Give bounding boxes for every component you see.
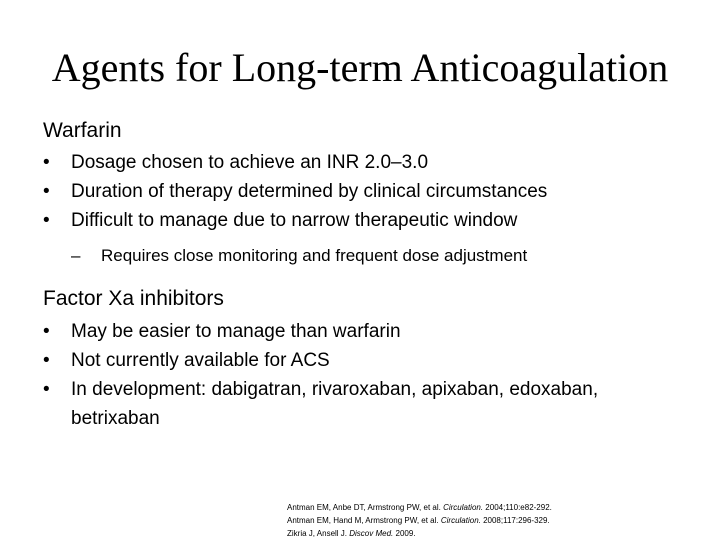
slide-title: Agents for Long-term Anticoagulation [51, 45, 669, 90]
warfarin-sub-bullet-list [71, 244, 527, 268]
bullet-text: In development: dabigatran, rivaroxaban, apixaban, edoxaban, betrixaban [71, 379, 599, 429]
bullet-text: Duration of therapy determined by clinical circumstances [71, 181, 548, 202]
list-item [43, 346, 631, 375]
sub-bullet-text: Requires close monitoring and frequent dose adjustment [101, 246, 528, 265]
list-item [43, 177, 547, 206]
bullet-dot-icon: • [43, 210, 50, 231]
bullet-dot-icon: • [43, 152, 50, 173]
reference-line [287, 501, 552, 514]
bullet-dot-icon: • [43, 321, 50, 342]
references [287, 501, 552, 540]
bullet-text: May be easier to manage than warfarin [71, 321, 401, 342]
bullet-dot-icon: • [43, 379, 50, 400]
list-item [43, 206, 547, 235]
reference-line [287, 514, 552, 527]
bullet-text: Dosage chosen to achieve an INR 2.0–3.0 [71, 152, 429, 173]
bullet-text: Not currently available for ACS [71, 350, 330, 371]
reference-authors: Zikria J, Ansell J. [287, 529, 350, 538]
reference-citation: 2008;117:296-329. [480, 516, 550, 525]
reference-citation: 2004;110:e82-292. [483, 503, 552, 512]
bullet-dot-icon: • [43, 181, 50, 202]
bullet-text: Difficult to manage due to narrow therapeutic window [71, 210, 518, 231]
list-item [43, 375, 631, 433]
section-heading-factor-xa: Factor Xa inhibitors [43, 287, 224, 310]
reference-citation: 2009. [393, 529, 416, 538]
warfarin-bullet-list [43, 148, 547, 235]
reference-line [287, 527, 552, 540]
bullet-dot-icon: • [43, 350, 50, 371]
list-item [43, 148, 547, 177]
sub-bullet-dash-icon: – [71, 246, 81, 265]
section-heading-warfarin: Warfarin [43, 119, 122, 142]
reference-journal: Circulation. [443, 503, 484, 512]
list-item [71, 244, 527, 268]
list-item [43, 317, 631, 346]
reference-journal: Discov Med. [349, 529, 394, 538]
factor-xa-bullet-list [43, 317, 631, 433]
reference-journal: Circulation. [440, 516, 481, 525]
reference-authors: Antman EM, Hand M, Armstrong PW, et al. [287, 516, 441, 525]
reference-authors: Antman EM, Anbe DT, Armstrong PW, et al. [287, 503, 444, 512]
